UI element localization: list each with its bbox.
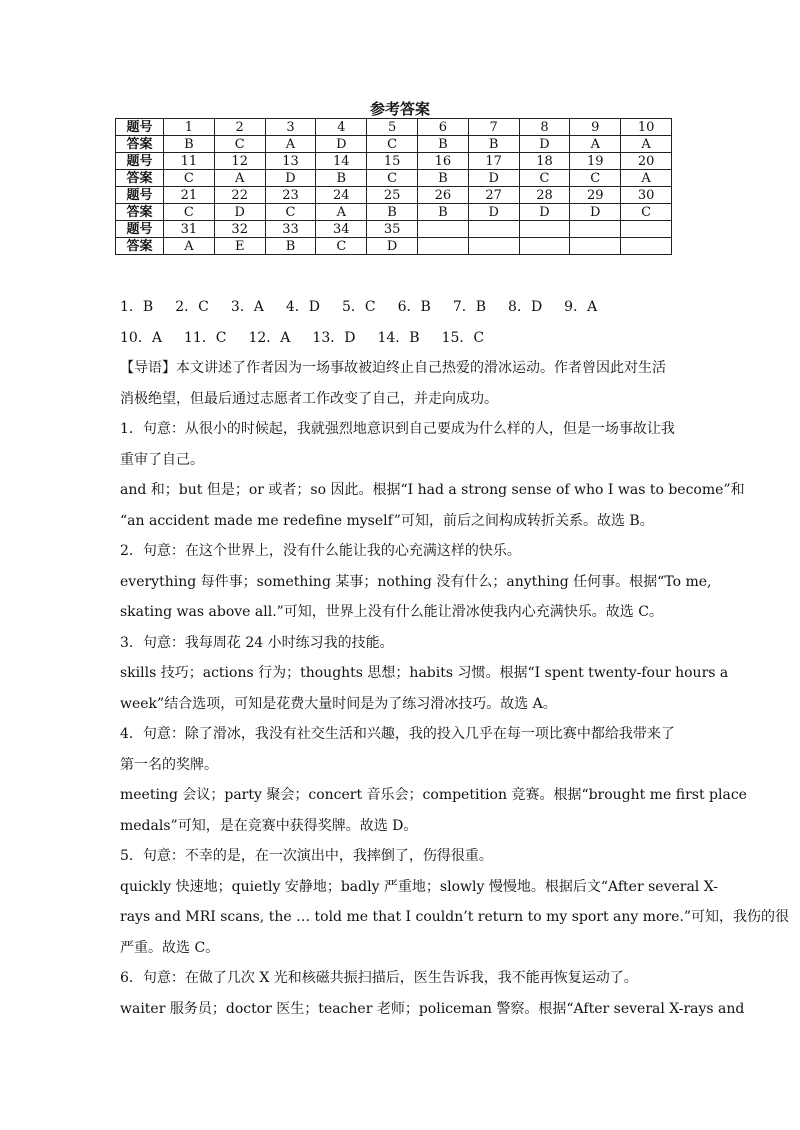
table-cell: 4 [316, 119, 367, 136]
table-cell: B [164, 136, 215, 153]
table-cell: 25 [367, 187, 418, 204]
table-cell: 9 [570, 119, 621, 136]
table-cell: A [316, 204, 367, 221]
table-cell: B [367, 204, 418, 221]
table-cell [519, 238, 570, 255]
answer-item: 4．D [285, 299, 320, 315]
table-cell: C [316, 238, 367, 255]
table-cell [417, 221, 468, 238]
table-cell: B [316, 170, 367, 187]
table-cell: 34 [316, 221, 367, 238]
table-cell: 22 [214, 187, 265, 204]
table-cell: C [214, 136, 265, 153]
table-cell: B [417, 170, 468, 187]
page-title: 参考答案 [369, 100, 430, 118]
row-header: 题号 [116, 119, 164, 136]
table-cell: 26 [417, 187, 468, 204]
text-line: week”结合选项，可知是花费大量时间是为了练习滑冰技巧。故选 A。 [120, 695, 557, 712]
text-line: 消极绝望，但最后通过志愿者工作改变了自己，并走向成功。 [120, 390, 498, 407]
table-cell [468, 221, 519, 238]
table-row [116, 204, 672, 221]
table-cell: 13 [265, 153, 316, 170]
table-cell: 11 [164, 153, 215, 170]
table-cell: A [214, 170, 265, 187]
table-cell: 3 [265, 119, 316, 136]
answer-item: 5．C [342, 299, 376, 315]
answer-item: 9．A [564, 299, 598, 315]
table-cell: 7 [468, 119, 519, 136]
table-cell: 29 [570, 187, 621, 204]
explanation-body [120, 292, 790, 1024]
table-cell: 32 [214, 221, 265, 238]
table-cell: 5 [367, 119, 418, 136]
text-line: waiter 服务员；doctor 医生；teacher 老师；policeman 警察。根据“After several X-rays and [120, 1000, 745, 1017]
row-header: 答案 [116, 204, 164, 221]
table-cell: D [367, 238, 418, 255]
table-cell: A [621, 170, 672, 187]
table-row [116, 170, 672, 187]
row-header: 答案 [116, 170, 164, 187]
table-cell: C [164, 204, 215, 221]
text-line: rays and MRI scans, the … told me that I couldn’t return to my sport any more.”可知，我伤的很 [120, 909, 790, 925]
table-cell: C [265, 204, 316, 221]
answer-item: 3．A [230, 299, 264, 315]
table-cell: D [468, 204, 519, 221]
answer-list-line-2 [120, 323, 690, 354]
text-line: “an accident made me redefine myself”可知，前后之间构成转折关系。故选 B。 [120, 512, 654, 529]
answer-item: 6．B [397, 299, 431, 315]
answer-item: 15．C [441, 329, 485, 346]
table-row [116, 187, 672, 204]
table-cell: 23 [265, 187, 316, 204]
table-cell: E [214, 238, 265, 255]
table-cell: A [265, 136, 316, 153]
text-line: 第一名的奖牌。 [120, 756, 218, 773]
table-cell: 16 [417, 153, 468, 170]
table-cell: 30 [621, 187, 672, 204]
row-header: 题号 [116, 153, 164, 170]
table-cell: B [468, 136, 519, 153]
text-line: 严重。故选 C。 [120, 939, 220, 956]
table-cell: B [417, 204, 468, 221]
answer-list-line-1 [120, 292, 690, 323]
table-cell [468, 238, 519, 255]
text-line: everything 每件事；something 某事；nothing 没有什么；anything 任何事。根据“To me, [120, 573, 712, 590]
text-line: 4．句意：除了滑冰，我没有社交生活和兴趣，我的投入几乎在每一项比赛中都给我带来了 [120, 726, 675, 742]
table-row [116, 221, 672, 238]
table-cell: 27 [468, 187, 519, 204]
row-header: 答案 [116, 136, 164, 153]
text-line: 【导语】本文讲述了作者因为一场事故被迫终止自己热爱的滑冰运动。作者曾因此对生活 [120, 360, 666, 376]
row-header: 题号 [116, 187, 164, 204]
text-line: 重审了自己。 [120, 451, 204, 468]
text-line: medals”可知，是在竞赛中获得奖牌。故选 D。 [120, 817, 418, 834]
table-cell: 33 [265, 221, 316, 238]
answer-item: 11．C [183, 329, 227, 346]
table-row [116, 119, 672, 136]
text-line: 6．句意：在做了几次 X 光和核磁共振扫描后，医生告诉我，我不能再恢复运动了。 [120, 970, 638, 986]
text-line: skating was above all.”可知，世界上没有什么能让滑冰使我内心充满快乐。故选 C。 [120, 604, 663, 620]
answer-item: 2．C [175, 299, 209, 315]
table-cell: D [316, 136, 367, 153]
table-cell: C [164, 170, 215, 187]
table-cell: 6 [417, 119, 468, 136]
text-line: 2．句意：在这个世界上，没有什么能让我的心充满这样的快乐。 [120, 543, 521, 559]
table-cell: 12 [214, 153, 265, 170]
table-cell: 24 [316, 187, 367, 204]
table-row [116, 153, 672, 170]
table-cell: D [265, 170, 316, 187]
explanation-text [120, 353, 790, 1024]
text-line: and 和；but 但是；or 或者；so 因此。根据“I had a strong sense of who I was to become”和 [120, 482, 745, 498]
table-cell: 2 [214, 119, 265, 136]
text-line: 1．句意：从很小的时候起，我就强烈地意识到自己要成为什么样的人，但是一场事故让我 [120, 421, 675, 437]
table-cell: 35 [367, 221, 418, 238]
table-cell: C [519, 170, 570, 187]
table-cell: A [621, 136, 672, 153]
table-cell: D [519, 136, 570, 153]
table-cell: 21 [164, 187, 215, 204]
table-cell: 10 [621, 119, 672, 136]
answer-item: 13．D [312, 329, 356, 346]
table-cell [570, 238, 621, 255]
table-cell: A [570, 136, 621, 153]
table-cell: 1 [164, 119, 215, 136]
table-cell [570, 221, 621, 238]
table-cell: D [570, 204, 621, 221]
text-line: 3．句意：我每周花 24 小时练习我的技能。 [120, 634, 394, 651]
table-cell: C [621, 204, 672, 221]
table-cell: D [519, 204, 570, 221]
table-cell: D [214, 204, 265, 221]
table-cell: C [367, 136, 418, 153]
table-cell: 8 [519, 119, 570, 136]
text-line: quickly 快速地；quietly 安静地；badly 严重地；slowly 慢慢地。根据后文“After several X- [120, 878, 718, 895]
table-cell [417, 238, 468, 255]
table-cell [519, 221, 570, 238]
table-cell: 15 [367, 153, 418, 170]
answer-item: 14．B [377, 329, 420, 346]
table-cell: C [367, 170, 418, 187]
table-cell [621, 238, 672, 255]
table-cell: 14 [316, 153, 367, 170]
answer-item: 10．A [120, 329, 162, 346]
table-row [116, 136, 672, 153]
answer-table [115, 118, 672, 255]
table-cell: 20 [621, 153, 672, 170]
table-cell: 28 [519, 187, 570, 204]
table-cell: B [417, 136, 468, 153]
table-cell: 31 [164, 221, 215, 238]
answer-item: 12．A [248, 329, 291, 346]
text-line: meeting 会议；party 聚会；concert 音乐会；competition 竞赛。根据“brought me first place [120, 787, 747, 803]
table-cell [621, 221, 672, 238]
row-header: 题号 [116, 221, 164, 238]
table-cell: A [164, 238, 215, 255]
text-line: skills 技巧；actions 行为；thoughts 思想；habits 习惯。根据“I spent twenty-four hours a [120, 665, 729, 681]
table-cell: 19 [570, 153, 621, 170]
answer-item: 1．B [120, 299, 154, 315]
answer-item: 8．D [508, 299, 543, 315]
text-line: 5．句意：不幸的是，在一次演出中，我摔倒了，伤得很重。 [120, 848, 493, 864]
table-cell: 17 [468, 153, 519, 170]
table-cell: 18 [519, 153, 570, 170]
table-cell: D [468, 170, 519, 187]
table-cell: B [265, 238, 316, 255]
table-cell: C [570, 170, 621, 187]
table-row [116, 238, 672, 255]
row-header: 答案 [116, 238, 164, 255]
answer-item: 7．B [452, 299, 487, 315]
